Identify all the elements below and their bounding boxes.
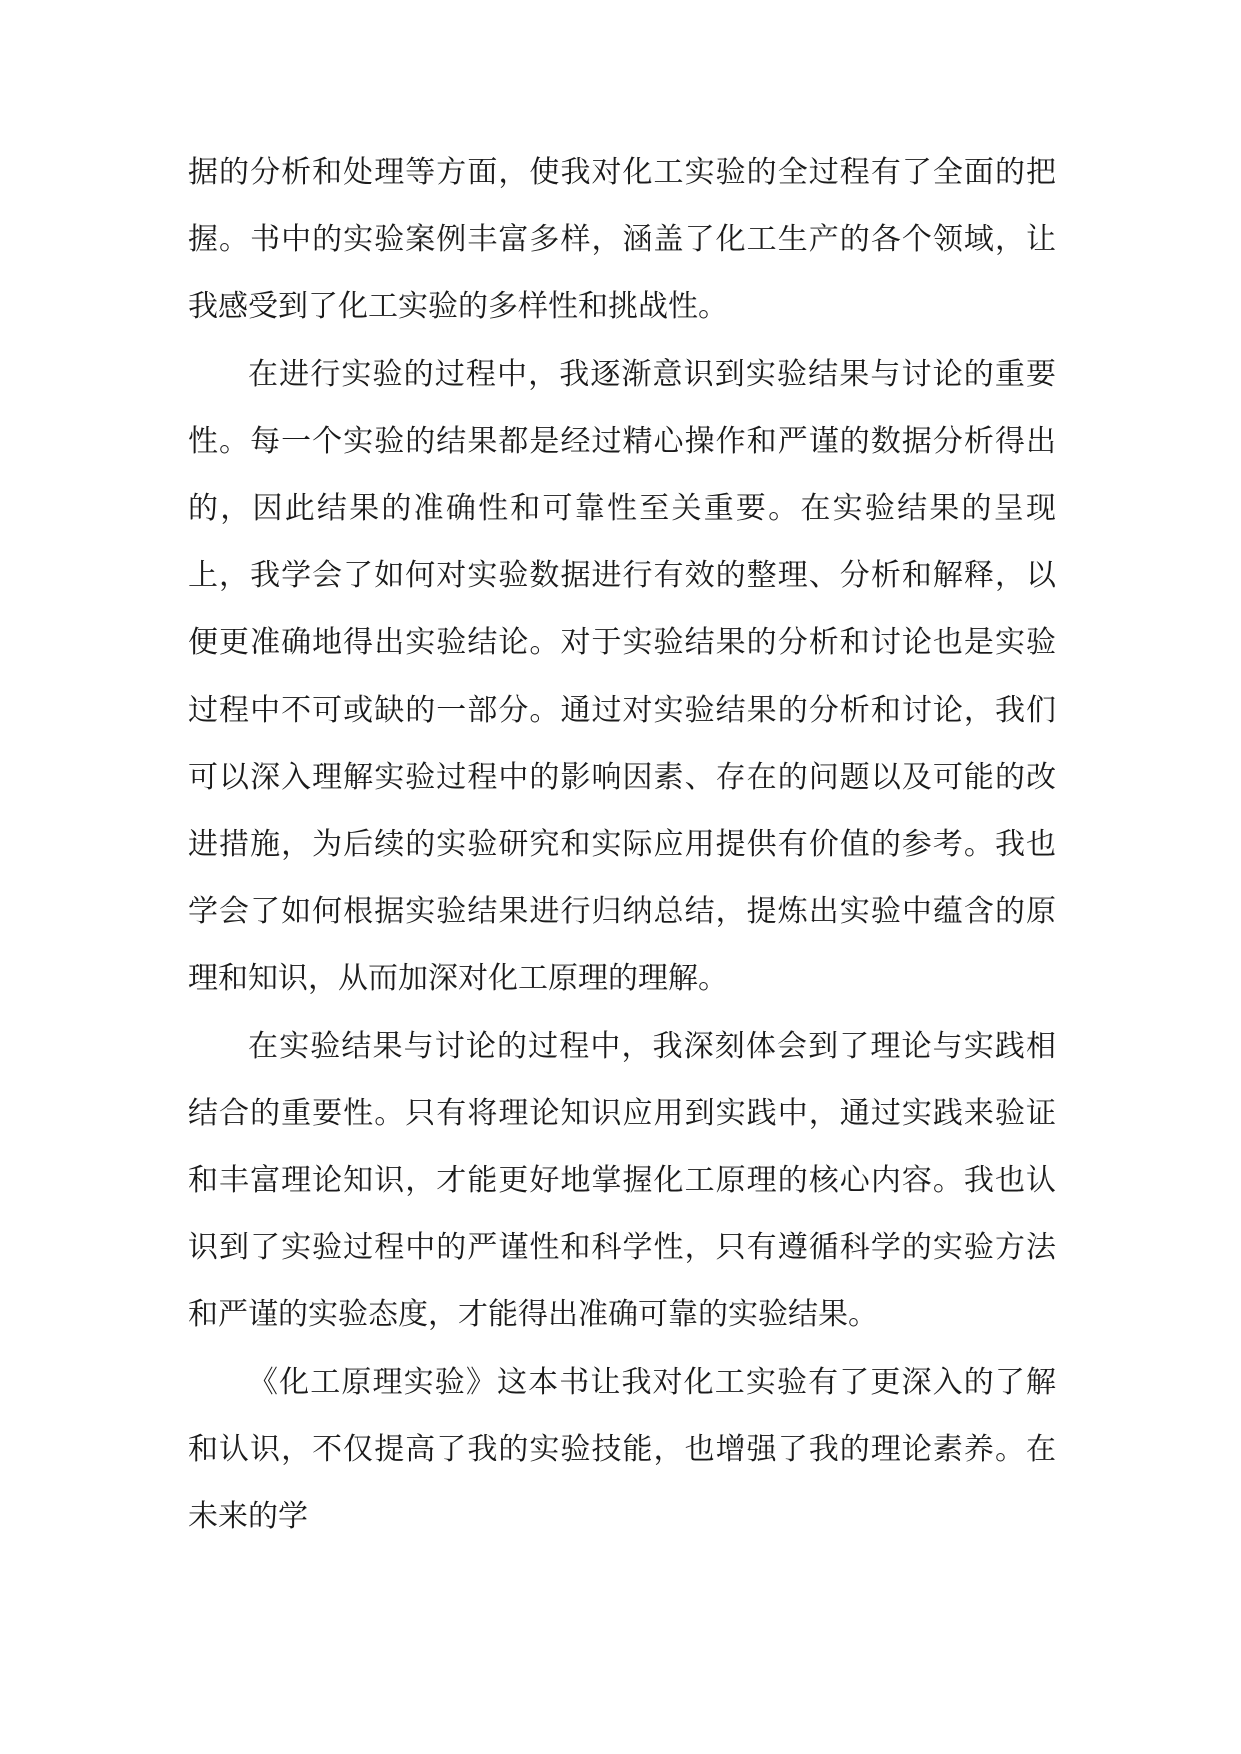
paragraph-3: 在实验结果与讨论的过程中，我深刻体会到了理论与实践相结合的重要性。只有将理论知识应用到实践中，通过实践来验证和丰富理论知识，才能更好地掌握化工原理的核心内容。我也认识到了实验过程中的严谨性和科学性，只有遵循科学的实验方法和严谨的实验态度，才能得出准确可靠的实验结果。 <box>188 1028 1056 1333</box>
paragraph-1: 据的分析和处理等方面，使我对化工实验的全过程有了全面的把握。书中的实验案例丰富多样，涵盖了化工生产的各个领域，让我感受到了化工实验的多样性和挑战性。 <box>188 155 1056 325</box>
body-text <box>188 139 1056 1550</box>
paragraph-2: 在进行实验的过程中，我逐渐意识到实验结果与讨论的重要性。每一个实验的结果都是经过精心操作和严谨的数据分析得出的，因此结果的准确性和可靠性至关重要。在实验结果的呈现上，我学会了如何对实验数据进行有效的整理、分析和解释，以便更准确地得出实验结论。对于实验结果的分析和讨论也是实验过程中不可或缺的一部分。通过对实验结果的分析和讨论，我们可以深入理解实验过程中的影响因素、存在的问题以及可能的改进措施，为后续的实验研究和实际应用提供有价值的参考。我也学会了如何根据实验结果进行归纳总结，提炼出实验中蕴含的原理和知识，从而加深对化工原理的理解。 <box>188 356 1056 997</box>
paragraph-4: 《化工原理实验》这本书让我对化工实验有了更深入的了解和认识，不仅提高了我的实验技能，也增强了我的理论素养。在未来的学 <box>188 1364 1056 1535</box>
